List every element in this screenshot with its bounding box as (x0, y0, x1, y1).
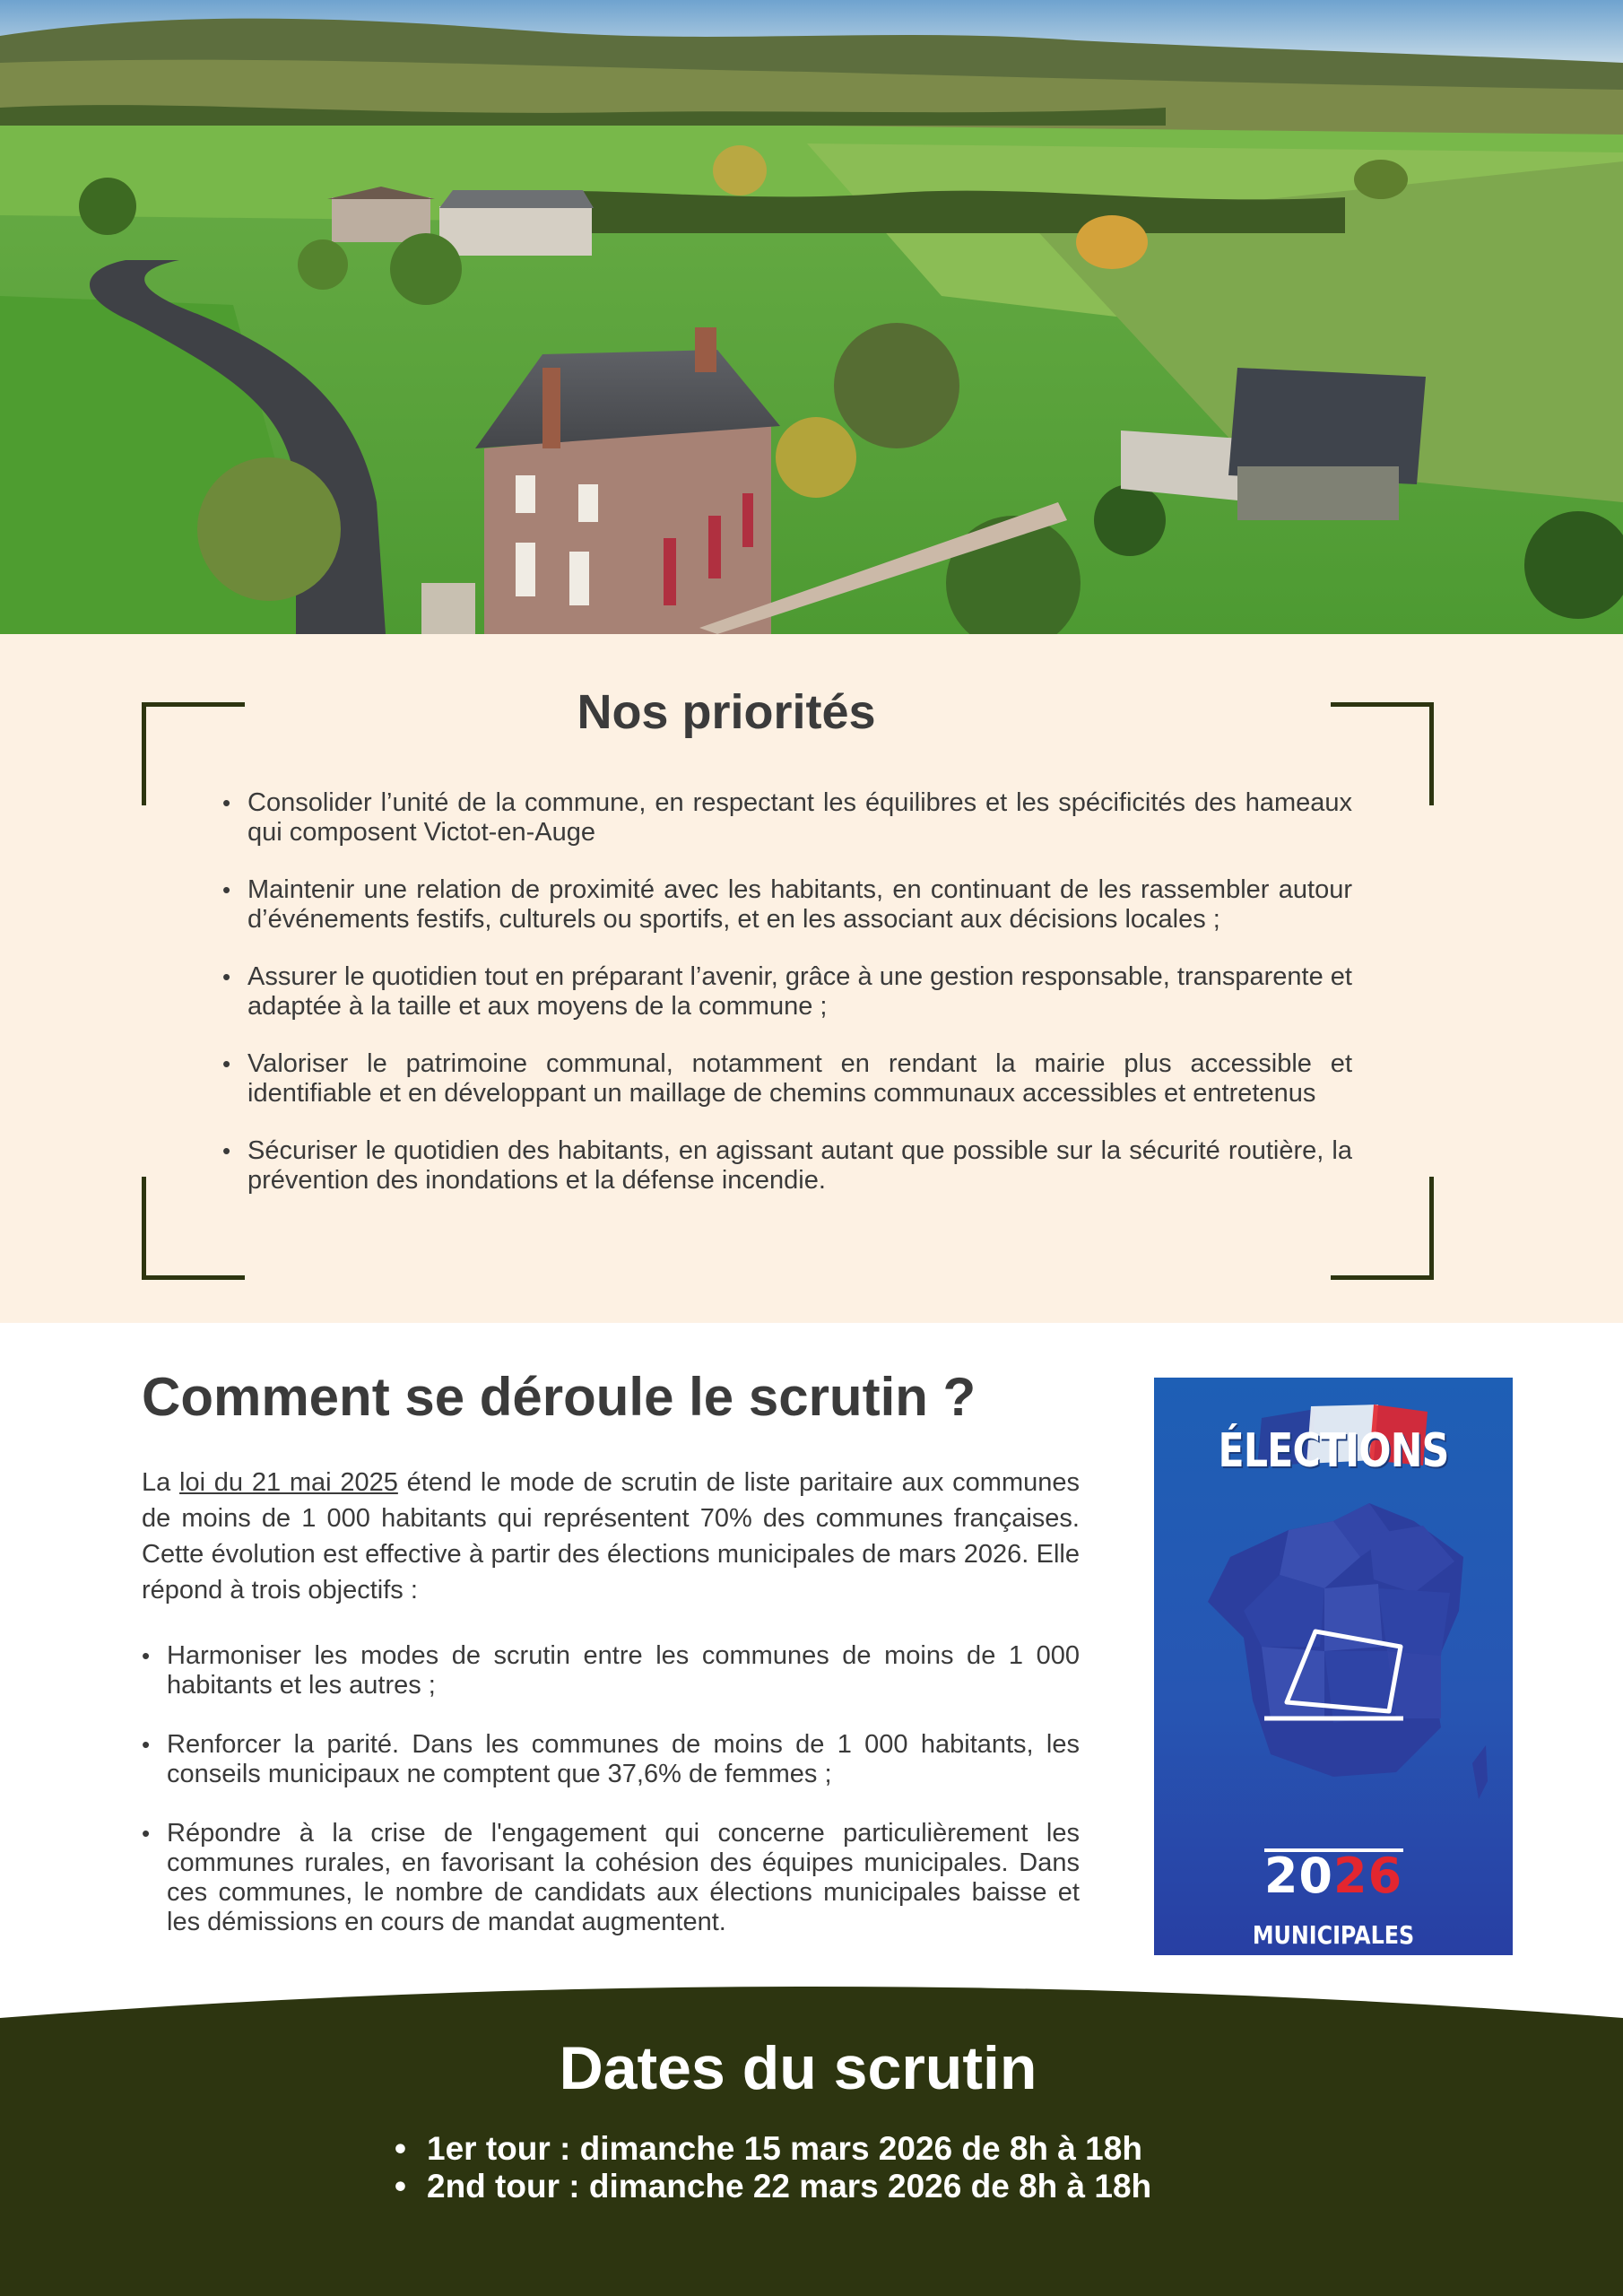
scrutin-section (0, 1323, 1623, 1987)
objective-item: • Répondre à la crise de l'engagement qui concerne particulièrement les communes rurales, en favorisant la cohésion des équipes municipales. Dans ces communes, le nombre de candidats aux élections municipales baisse et les démissions en cours de mandat augmentent. (142, 1819, 1080, 1937)
law-link[interactable]: loi du 21 mai 2025 (179, 1468, 398, 1497)
dates-title: Dates du scrutin (559, 2034, 1037, 2102)
dates-section (0, 1987, 1623, 2296)
objectives-list (142, 1641, 1080, 1967)
poster-year (1154, 1848, 1513, 1904)
elections-poster (1154, 1378, 1513, 1979)
hero-photo (0, 0, 1623, 634)
poster-year-b: 26 (1333, 1848, 1403, 1904)
objective-item: • Harmoniser les modes de scrutin entre les communes de moins de 1 000 habitants et les autres ; (142, 1641, 1080, 1700)
intro-text: étend le mode de scrutin de liste paritaire aux communes de moins de 1 000 habitants qui représentent 70% des communes françaises. Cette évolution est effective à partir des élections municipales de mars 2026. Elle répond à trois objectifs : (142, 1468, 1080, 1605)
round-date-item: • 2nd tour : dimanche 22 mars 2026 de 8h à 18h (395, 2168, 1151, 2205)
poster-year-a: 20 (1263, 1848, 1333, 1904)
priority-item: • Valoriser le patrimoine communal, notamment en rendant la mairie plus accessible et identifiable et en développant un maillage de chemins communaux accessibles et entretenus (222, 1049, 1352, 1109)
poster-dates: 15-22 MARS (1286, 1959, 1381, 1979)
priority-item: • Sécuriser le quotidien des habitants, en agissant autant que possible sur la sécurité routière, la prévention des inondations et la défense incendie. (222, 1136, 1352, 1196)
dates-list (395, 2130, 1151, 2205)
poster-title: ÉLECTIONS (1218, 1424, 1449, 1478)
poster-subtitle: MUNICIPALES (1252, 1920, 1415, 1950)
round-date-item: • 1er tour : dimanche 15 mars 2026 de 8h à 18h (395, 2130, 1151, 2168)
intro-prefix: La (142, 1468, 180, 1497)
priority-item: • Assurer le quotidien tout en préparant l’avenir, grâce à une gestion responsable, transparente et adaptée à la taille et aux moyens de la commune ; (222, 962, 1352, 1022)
priorities-title: Nos priorités (577, 685, 876, 739)
scrutin-title: Comment se déroule le scrutin ? (142, 1367, 976, 1427)
priorities-section (0, 634, 1623, 1323)
priority-item: • Maintenir une relation de proximité avec les habitants, en continuant de les rassembler autour d’événements festifs, culturels ou sportifs, et en les associant aux décisions locales ; (222, 875, 1352, 935)
objective-item: • Renforcer la parité. Dans les communes de moins de 1 000 habitants, les conseils municipaux ne comptent que 37,6% de femmes ; (142, 1730, 1080, 1789)
priorities-list (222, 788, 1352, 1223)
priority-item: • Consolider l’unité de la commune, en respectant les équilibres et les spécificités des hameaux qui composent Victot-en-Auge (222, 788, 1352, 848)
scrutin-intro (142, 1465, 1080, 1608)
countryside-landscape-illustration (0, 0, 1623, 634)
